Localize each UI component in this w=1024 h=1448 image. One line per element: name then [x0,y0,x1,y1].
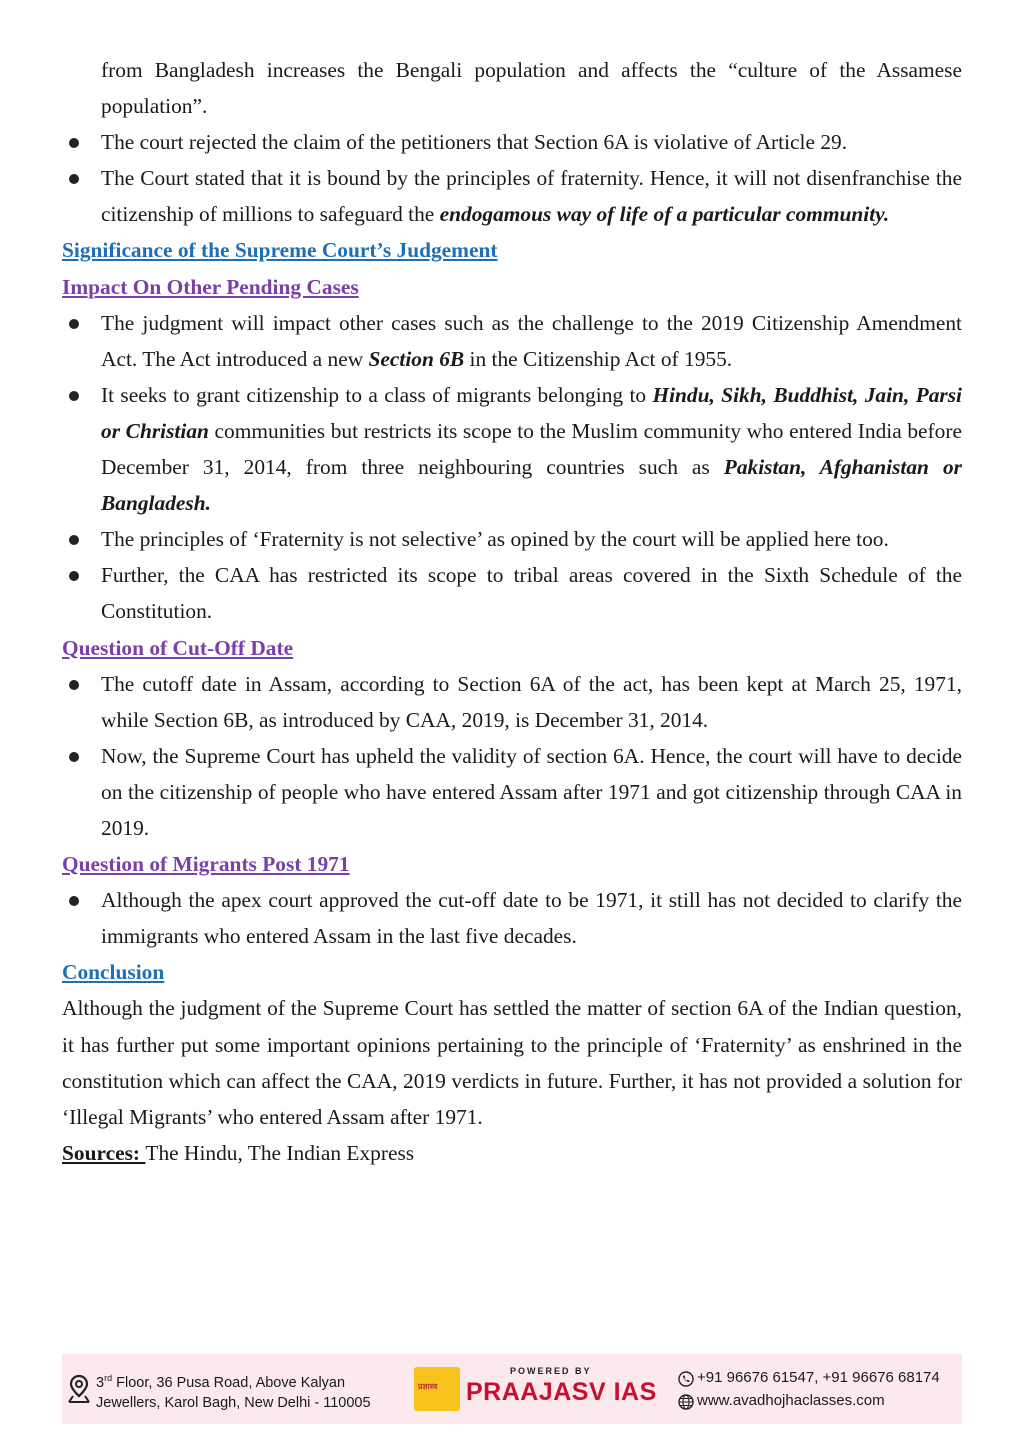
heading-impact[interactable]: Impact On Other Pending Cases [62,274,359,299]
list-item: The principles of ‘Fraternity is not selective’ as opined by the court will be applied here too. [62,521,962,557]
bullet-dot [69,391,79,401]
heading-significance[interactable]: Significance of the Supreme Court’s Judgement [62,238,498,263]
website-link[interactable]: www.avadhojhaclasses.com [697,1392,885,1409]
globe-icon [678,1394,694,1410]
logo [414,1367,460,1411]
conclusion-text: Although the judgment of the Supreme Court has settled the matter of section 6A of the Indian question, it has further put some important opinions pertaining to the principle of ‘Fraternity’ as enshrined in the constitution which can affect the CAA, 2019 verdicts in future. Further, it has not provided a solution for ‘Illegal Migrants’ who entered Assam after 1971. [62,996,962,1129]
bullet-dot [69,535,79,545]
heading-cutoff[interactable]: Question of Cut-Off Date [62,635,294,660]
brand-name: PRAAJASV IAS [466,1378,657,1406]
bullet-dot [69,174,79,184]
sources-text: The Hindu, The Indian Express [145,1140,415,1165]
bullet-dot [69,896,79,906]
phone-icon [678,1371,694,1387]
address [96,1368,371,1413]
sources-label: Sources: [62,1140,146,1165]
continued-text: from Bangladesh increases the Bengali population and affects the “culture of the Assamese population”. [101,58,962,119]
list-item: It seeks to grant citizenship to a class of migrants belonging to Hindu, Sikh, Buddhist, Jain, Parsi or Christian communities but restricts its scope to the Muslim community who entered India before December 31, 2014, from three neighbouring countries such as Pakistan, Afghanistan or Bangladesh. [62,377,962,521]
list-item: The judgment will impact other cases such as the challenge to the 2019 Citizenship Amendment Act. The Act introduced a new Section 6B in the Citizenship Act of 1955. [62,305,962,377]
list-item: Further, the CAA has restricted its scope to tribal areas covered in the Sixth Schedule of the Constitution. [62,557,962,629]
address-line-2: Jewellers, Karol Bagh, New Delhi - 110005 [96,1394,371,1411]
bullet-dot [69,138,79,148]
bullet-dot [69,752,79,762]
list-item: The court rejected the claim of the petitioners that Section 6A is violative of Article 29. [62,124,962,160]
intro-list [62,124,962,232]
impact-list [62,305,962,630]
heading-conclusion[interactable]: Conclusion [62,960,165,985]
cutoff-list [62,666,962,846]
list-item: Although the apex court approved the cut-off date to be 1971, it still has not decided to clarify the immigrants who entered Assam in the last five decades. [62,882,962,954]
list-item: Now, the Supreme Court has upheld the validity of section 6A. Hence, the court will have to decide on the citizenship of people who have entered Assam after 1971 and got citizenship through CAA in 2019. [62,738,962,846]
document-body [62,52,962,1171]
logo-text: प्रज्ञास्व [418,1382,438,1391]
phone-numbers[interactable]: +91 96676 61547, +91 96676 68174 [697,1369,940,1386]
sources-line [62,1135,962,1171]
migrants-list [62,882,962,954]
list-item: The cutoff date in Assam, according to Section 6A of the act, has been kept at March 25, 1971, while Section 6B, as introduced by CAA, 2019, is December 31, 2014. [62,666,962,738]
bullet-dot [69,571,79,581]
location-pin-icon [66,1374,92,1404]
address-line-1: 3rd Floor, 36 Pusa Road, Above Kalyan [96,1373,346,1391]
bullet-dot [69,680,79,690]
footer-band [62,1354,962,1424]
powered-by-label: POWERED BY [510,1366,592,1376]
bullet-dot [69,319,79,329]
list-item: The Court stated that it is bound by the principles of fraternity. Hence, it will not disenfranchise the citizenship of millions to safeguard the endogamous way of life of a particular community. [62,160,962,232]
heading-migrants[interactable]: Question of Migrants Post 1971 [62,852,350,877]
